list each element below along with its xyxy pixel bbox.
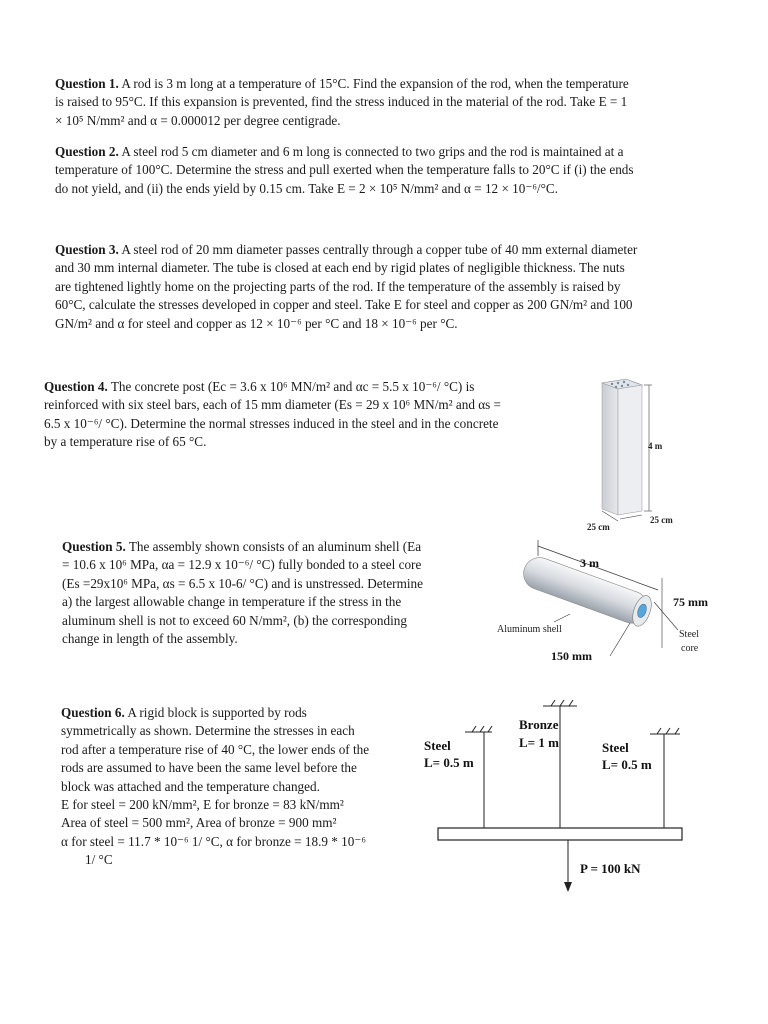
q2-line-3: do not yield, and (ii) the ends yield by 0.15 cm. Take E = 2 × 10⁵ N/mm² and α = 12 × 10⁻⁶/°C.: [55, 180, 558, 196]
q6-line-7: Area of steel = 500 mm², Area of bronze = 900 mm²: [61, 815, 337, 831]
rigid-block: [438, 828, 682, 840]
q3-line-5: GN/m² and α for steel and copper as 12 × 10⁻⁶ per °C and 18 × 10⁻⁶ per °C.: [55, 315, 458, 331]
q5-line-6: change in length of the assembly.: [62, 631, 238, 647]
q6-line-8: α for steel = 11.7 * 10⁻⁶ 1/ °C, α for bronze = 18.9 * 10⁻⁶: [61, 833, 366, 849]
fig5-core-label-a: Steel: [679, 629, 699, 640]
fig6-right-len: L= 0.5 m: [602, 757, 652, 772]
q5-line-1: Question 5. The assembly shown consists of an aluminum shell (Ea: [62, 539, 422, 554]
question-3: [55, 241, 715, 333]
q4-line-1: Question 4. The concrete post (Ec = 3.6 x 10⁶ MN/m² and αc = 5.5 x 10⁻⁶/ °C) is: [44, 379, 475, 394]
q6-line-6: E for steel = 200 kN/mm², E for bronze = 83 kN/mm²: [61, 797, 344, 813]
fig5-length-label: 3 m: [580, 556, 599, 570]
fig5-outer-label: 150 mm: [551, 649, 592, 663]
q3-line-3: are tightened lightly home on the projecting parts of the rod. If the temperature of the assembly is raised by: [55, 278, 621, 294]
post-front-face: [602, 383, 618, 515]
q2-line-1: Question 2. A steel rod 5 cm diameter and 6 m long is connected to two grips and the rod is maintained at a: [55, 144, 624, 159]
fig6-right-name: Steel: [602, 740, 629, 755]
load-arrowhead: [564, 882, 572, 892]
question-1: [55, 75, 715, 130]
q6-line-2: symmetrically as shown. Determine the stresses in each: [61, 723, 355, 739]
q5-label: Question 5.: [62, 539, 126, 554]
q1-label: Question 1.: [55, 76, 119, 91]
fig4-width-a-label: 25 cm: [587, 522, 610, 532]
q4-line-4: by a temperature rise of 65 °C.: [44, 434, 207, 450]
q5-line-5: aluminum shell is not to exceed 60 N/mm², (b) the corresponding: [62, 612, 407, 628]
fig5-diameter-label: 75 mm: [673, 595, 708, 609]
fig6-left-len: L= 0.5 m: [424, 755, 474, 770]
q4-line-2: reinforced with six steel bars, each of 15 mm diameter (Es = 29 x 10⁶ MN/m² and αs =: [44, 397, 501, 413]
fig4-width-b-label: 25 cm: [650, 515, 673, 525]
q5-line-2: = 10.6 x 10⁶ MPa, αa = 12.9 x 10⁻⁶/ °C) fully bonded to a steel core: [62, 557, 422, 573]
q6-line-9: 1/ °C: [85, 852, 113, 868]
fig6-left-name: Steel: [424, 738, 451, 753]
fig5-shell-label: Aluminum shell: [497, 624, 562, 635]
post-side-face: [618, 385, 642, 515]
q6-line-1: Question 6. A rigid block is supported by rods: [61, 705, 307, 720]
question-5: [62, 538, 476, 648]
q1-line-2: is raised to 95°C. If this expansion is prevented, find the stress induced in the material of the rod. Take E = 1: [55, 94, 628, 110]
fig5-core-label-b: core: [681, 643, 699, 654]
q3-line-4: 60°C, calculate the stresses developed in copper and steel. Take E for steel and copper as 200 GN/m² and 100: [55, 297, 633, 313]
question-2: [55, 143, 715, 198]
q4-label: Question 4.: [44, 379, 108, 394]
q6-line-3: rod after a temperature rise of 40 °C, the lower ends of the: [61, 741, 370, 757]
fig6-load-label: P = 100 kN: [580, 861, 641, 876]
q3-label: Question 3.: [55, 242, 119, 257]
q3-line-2: and 30 mm internal diameter. The tube is closed at each end by rigid plates of negligible thickness. The nuts: [55, 260, 625, 276]
fig4-height-label: 4 m: [648, 441, 663, 451]
q4-line-3: 6.5 x 10⁻⁶/ °C). Determine the normal stresses induced in the steel and in the concrete: [44, 415, 499, 431]
q5-line-4: a) the largest allowable change in temperature if the stress in the: [62, 594, 402, 610]
q1-line-1: Question 1. A rod is 3 m long at a temperature of 15°C. Find the expansion of the rod, when the temperature: [55, 76, 629, 91]
fig6-mid-name: Bronze: [519, 717, 559, 732]
q2-label: Question 2.: [55, 144, 119, 159]
q1-line-3: × 10⁵ N/mm² and α = 0.000012 per degree centigrade.: [55, 112, 341, 128]
question-6: [61, 704, 408, 870]
fig6-mid-len: L= 1 m: [519, 735, 559, 750]
q3-line-1: Question 3. A steel rod of 20 mm diameter passes centrally through a copper tube of 40 mm external diameter: [55, 242, 638, 257]
q6-line-5: block was attached and the temperature changed.: [61, 778, 320, 794]
q2-line-2: temperature of 100°C. Determine the stress and pull exerted when the temperature falls to 20°C if (i) the ends: [55, 162, 634, 178]
question-4: [44, 378, 568, 452]
figure-concrete-post: [590, 375, 710, 535]
q6-label: Question 6.: [61, 705, 125, 720]
q6-line-4: rods are assumed to have been the same level before the: [61, 760, 357, 776]
q5-line-3: (Es =29x10⁶ MPa, αs = 6.5 x 10-6/ °C) and is unstressed. Determine: [62, 575, 423, 591]
